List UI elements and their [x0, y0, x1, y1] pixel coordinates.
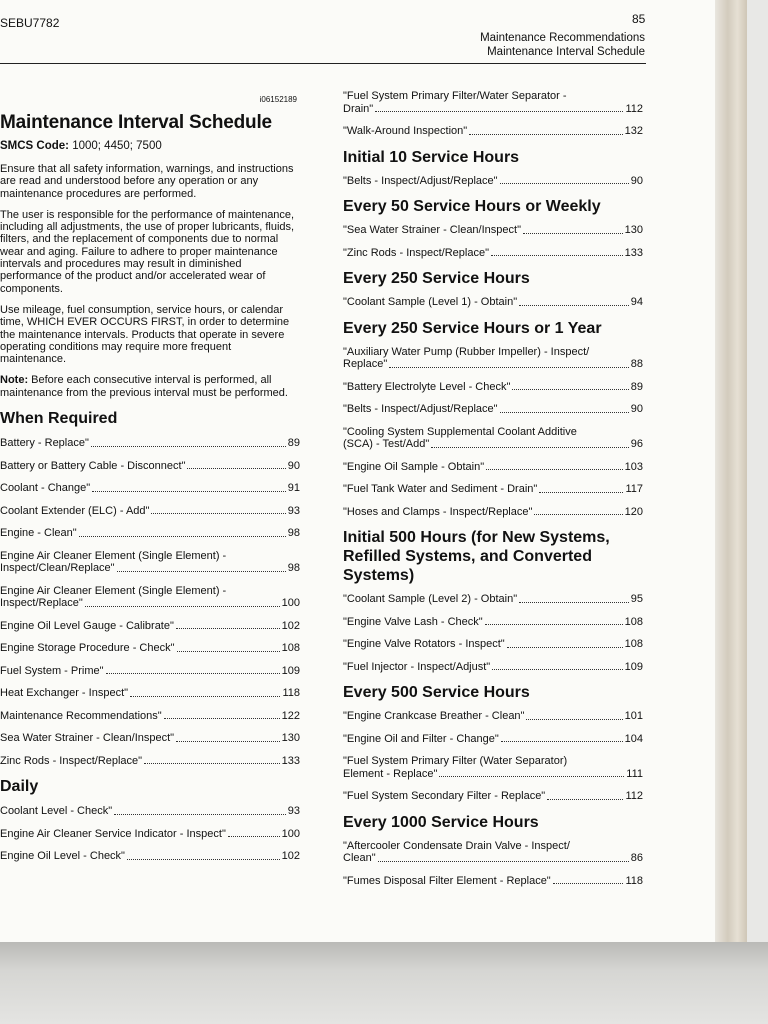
entry-line	[343, 296, 643, 309]
continued-entries	[343, 90, 643, 138]
entry-page-number: 118	[282, 687, 300, 700]
dot-leader	[523, 233, 623, 234]
dot-leader	[491, 255, 623, 256]
entry-text: "Sea Water Strainer - Clean/Inspect"	[343, 224, 521, 236]
entry-text: (SCA) - Test/Add"	[343, 438, 430, 450]
note-label: Note:	[0, 374, 29, 387]
entry-text: Maintenance Recommendations"	[0, 709, 162, 722]
dot-leader	[151, 513, 285, 514]
dot-leader	[507, 647, 623, 648]
entry-text: "Walk-Around Inspection"	[343, 125, 468, 137]
entry-text: "Battery Electrolyte Level - Check"	[343, 380, 511, 393]
entry-page-number: 89	[630, 380, 643, 393]
entry-line	[343, 593, 643, 606]
entry-page-number: 95	[630, 593, 643, 605]
entry-line	[343, 175, 643, 188]
entry-page-number: 108	[281, 642, 300, 655]
document-id: SEBU7782	[0, 16, 60, 30]
entry-page-number: 101	[624, 710, 643, 722]
entry-text: "Engine Valve Rotators - Inspect"	[343, 638, 505, 650]
dot-leader	[92, 491, 286, 492]
schedule-entry	[0, 828, 300, 841]
dot-leader	[486, 469, 623, 470]
running-header-section: Maintenance Interval Schedule	[487, 46, 645, 58]
entry-text: Engine - Clean"	[0, 527, 77, 540]
interval-heading: Initial 500 Hours (for New Systems, Refilled Systems, and Converted Systems)	[343, 529, 610, 584]
note-text: Before each consecutive interval is performed, all maintenance from the previous interval must be performed.	[0, 374, 288, 399]
entry-line	[343, 247, 643, 260]
schedule-entry	[343, 125, 643, 138]
entry-page-number: 86	[630, 852, 643, 864]
entry-text: Coolant - Change"	[0, 482, 91, 495]
entry-line	[343, 733, 643, 746]
entry-line	[343, 852, 643, 865]
entry-line	[0, 828, 300, 841]
entry-text: "Engine Crankcase Breather - Clean"	[343, 710, 525, 722]
schedule-entry	[0, 755, 300, 768]
entry-line	[343, 224, 643, 237]
dot-leader	[492, 669, 622, 670]
entry-text: Engine Oil Level Gauge - Calibrate"	[0, 619, 174, 632]
entry-text: Engine Storage Procedure - Check"	[0, 642, 175, 655]
schedule-entry	[0, 437, 300, 450]
entry-line	[0, 850, 300, 863]
entry-text-line1: "Fuel System Primary Filter (Water Separator)	[343, 755, 568, 767]
header-rule	[0, 63, 646, 64]
dot-leader	[519, 602, 629, 603]
dot-leader	[144, 763, 280, 764]
schedule-entry	[343, 875, 643, 888]
entry-text: Replace"	[343, 358, 388, 370]
left-column	[0, 95, 300, 873]
entry-line	[343, 461, 643, 474]
entry-line	[0, 620, 300, 633]
entry-line	[343, 875, 643, 888]
running-header-chapter: Maintenance Recommendations	[480, 32, 645, 44]
entry-text: Element - Replace"	[343, 767, 438, 780]
entry-page-number: 120	[624, 505, 643, 518]
schedule-entry	[343, 426, 643, 451]
dot-leader	[114, 814, 286, 815]
entry-page-number: 88	[630, 358, 643, 370]
entry-line	[343, 125, 643, 138]
schedule-entry	[343, 710, 643, 723]
schedule-entry	[0, 732, 300, 745]
entry-page-number: 133	[624, 246, 643, 259]
entry-line	[0, 665, 300, 678]
entry-page-number: 122	[281, 709, 300, 722]
entry-page-number: 133	[281, 754, 300, 767]
entry-page-number: 100	[281, 597, 300, 610]
schedule-entry	[343, 733, 643, 746]
dot-leader	[519, 305, 629, 306]
entry-page-number: 90	[630, 174, 643, 187]
schedule-entry	[0, 665, 300, 678]
entry-line	[0, 805, 300, 818]
entry-text: Inspect/Replace"	[0, 597, 83, 610]
entry-text: "Hoses and Clamps - Inspect/Replace"	[343, 505, 533, 518]
page-title: Maintenance Interval Schedule	[0, 112, 272, 133]
entry-page-number: 103	[624, 460, 643, 473]
entry-text: "Fuel System Secondary Filter - Replace"	[343, 790, 546, 802]
entry-page-number: 130	[281, 732, 300, 745]
schedule-entry	[0, 585, 300, 610]
schedule-entry	[343, 346, 643, 371]
dot-leader	[228, 836, 280, 837]
schedule-entry	[343, 224, 643, 237]
schedule-entry	[0, 482, 300, 495]
interval-heading: Every 250 Service Hours or 1 Year	[343, 319, 602, 337]
entry-line	[0, 527, 300, 540]
entry-text: Inspect/Clean/Replace"	[0, 562, 115, 575]
entry-line	[343, 616, 643, 629]
schedule-entry	[0, 527, 300, 540]
entry-line	[0, 732, 300, 745]
right-schedule-sections	[343, 148, 643, 888]
interval-heading: Every 50 Service Hours or Weekly	[343, 198, 601, 215]
dot-leader	[378, 861, 629, 862]
page-edge	[715, 0, 747, 945]
entry-text-line1: "Aftercooler Condensate Drain Valve - Inspect/	[343, 839, 570, 852]
dot-leader	[176, 741, 280, 742]
dot-leader	[539, 492, 623, 493]
dot-leader	[91, 446, 286, 447]
entry-text: Engine Oil Level - Check"	[0, 850, 125, 863]
dot-leader	[501, 741, 623, 742]
dot-leader	[553, 883, 624, 884]
dot-leader	[127, 859, 280, 860]
entry-line	[343, 381, 643, 394]
entry-text: "Zinc Rods - Inspect/Replace"	[343, 246, 489, 259]
dot-leader	[79, 536, 286, 537]
schedule-entry	[0, 805, 300, 818]
entry-line	[0, 505, 300, 518]
schedule-entry	[0, 642, 300, 655]
entry-text: Coolant Level - Check"	[0, 805, 113, 818]
dot-leader	[375, 111, 623, 112]
interval-heading: Every 1000 Service Hours	[343, 813, 539, 831]
entry-text-line1: "Cooling System Supplemental Coolant Additive	[343, 425, 577, 438]
schedule-entry	[343, 90, 643, 115]
dot-leader	[177, 651, 280, 652]
responsibility-paragraph: The user is responsible for the performance of maintenance, including all adjustments, the use of proper lubricants, fluids, filters, and the replacement of components due to normal wear and aging. Failure to adhere to proper maintenance intervals and procedures may result in diminished performance of the product and/or accelerated wear of components.	[0, 208, 295, 295]
entry-text: "Engine Valve Lash - Check"	[343, 615, 483, 628]
entry-text: Drain"	[343, 102, 374, 115]
interval-heading: Every 500 Service Hours	[343, 684, 530, 701]
entry-line	[0, 710, 300, 723]
dot-leader	[485, 624, 623, 625]
entry-line	[343, 403, 643, 416]
entry-page-number: 93	[287, 504, 300, 517]
schedule-entry	[343, 661, 643, 674]
reference-id: i06152189	[259, 95, 297, 104]
schedule-entry	[343, 403, 643, 416]
entry-text: Coolant Extender (ELC) - Add"	[0, 504, 150, 517]
entry-page-number: 102	[281, 619, 300, 632]
entry-page-number: 98	[287, 527, 300, 540]
entry-text-line1: "Auxiliary Water Pump (Rubber Impeller) - Inspect/	[343, 345, 590, 358]
entry-page-number: 90	[630, 403, 643, 415]
entry-line	[0, 437, 300, 450]
entry-line	[343, 638, 643, 651]
interval-heading: Initial 10 Service Hours	[343, 148, 520, 166]
schedule-entry	[343, 296, 643, 309]
entry-page-number: 100	[281, 827, 300, 840]
note-paragraph	[0, 374, 300, 399]
entry-line	[343, 661, 643, 674]
entry-text: Zinc Rods - Inspect/Replace"	[0, 754, 143, 767]
schedule-entry	[343, 175, 643, 188]
entry-page-number: 102	[281, 850, 300, 863]
entry-line	[0, 562, 300, 575]
dot-leader	[439, 776, 624, 777]
entry-page-number: 112	[625, 102, 643, 115]
entry-line	[0, 755, 300, 768]
entry-text-line1: Engine Air Cleaner Element (Single Element) -	[0, 549, 227, 562]
schedule-entry	[343, 381, 643, 394]
interval-heading: When Required	[0, 410, 118, 428]
dot-leader	[117, 571, 286, 572]
schedule-entry	[0, 460, 300, 473]
entry-page-number: 91	[287, 482, 300, 495]
dot-leader	[526, 719, 622, 720]
entry-page-number: 112	[625, 790, 643, 802]
entry-text: "Fuel Tank Water and Sediment - Drain"	[343, 483, 538, 495]
schedule-entry	[343, 840, 643, 865]
entry-page-number: 117	[625, 483, 643, 495]
entry-page-number: 96	[630, 438, 643, 450]
schedule-entry	[343, 506, 643, 519]
schedule-entry	[343, 616, 643, 629]
entry-line	[343, 483, 643, 496]
entry-text: Clean"	[343, 852, 376, 864]
entry-line	[343, 710, 643, 723]
interval-heading: Every 250 Service Hours	[343, 270, 530, 287]
schedule-entry	[0, 687, 300, 700]
interval-heading: Daily	[0, 778, 39, 796]
dot-leader	[431, 447, 629, 448]
entry-text: Battery - Replace"	[0, 437, 89, 450]
dot-leader	[500, 412, 629, 413]
entry-line	[0, 687, 300, 700]
dot-leader	[500, 183, 629, 184]
entry-line	[0, 642, 300, 655]
dot-leader	[547, 799, 623, 800]
entry-line	[343, 506, 643, 519]
dot-leader	[469, 134, 622, 135]
dot-leader	[85, 606, 280, 607]
entry-line	[0, 597, 300, 610]
entry-page-number: 93	[287, 805, 300, 818]
schedule-entry	[343, 755, 643, 780]
entry-text: "Engine Oil Sample - Obtain"	[343, 460, 485, 473]
schedule-entry	[343, 461, 643, 474]
schedule-entry	[343, 638, 643, 651]
entry-page-number: 118	[625, 874, 643, 887]
entry-line	[0, 460, 300, 473]
entry-page-number: 108	[624, 638, 643, 650]
entry-text-line1: Engine Air Cleaner Element (Single Element) -	[0, 584, 227, 597]
entry-line	[343, 768, 643, 781]
left-schedule-sections	[0, 409, 300, 863]
scan-background	[747, 0, 768, 942]
smcs-label: SMCS Code:	[0, 140, 69, 152]
entry-page-number: 104	[624, 732, 643, 745]
smcs-code	[0, 140, 300, 152]
entry-page-number: 108	[624, 615, 643, 628]
entry-text: "Coolant Sample (Level 2) - Obtain"	[343, 593, 518, 605]
entry-line	[343, 358, 643, 371]
dot-leader	[176, 628, 280, 629]
entry-text: Battery or Battery Cable - Disconnect"	[0, 459, 186, 472]
entry-text: "Engine Oil and Filter - Change"	[343, 732, 499, 745]
entry-line	[343, 790, 643, 803]
entry-page-number: 94	[630, 296, 643, 308]
schedule-entry	[0, 620, 300, 633]
schedule-entry	[0, 710, 300, 723]
page-number: 85	[632, 12, 646, 26]
smcs-value: 1000; 4450; 7500	[72, 140, 162, 152]
dot-leader	[130, 696, 280, 697]
entry-line	[343, 103, 643, 116]
entry-page-number: 109	[281, 664, 300, 677]
scan-shadow	[0, 942, 768, 1024]
schedule-entry	[0, 550, 300, 575]
dot-leader	[512, 389, 628, 390]
entry-page-number: 98	[287, 562, 300, 575]
entry-page-number: 130	[624, 224, 643, 236]
interval-paragraph: Use mileage, fuel consumption, service hours, or calendar time, WHICH EVER OCCURS FIRST, in order to determine the maintenance intervals. Products that operate in severe operating conditions may require more frequent maintenance.	[0, 303, 290, 366]
entry-text: "Fumes Disposal Filter Element - Replace"	[343, 874, 551, 887]
entry-page-number: 90	[287, 459, 300, 472]
entry-text-line1: "Fuel System Primary Filter/Water Separator -	[343, 90, 567, 102]
entry-page-number: 111	[626, 767, 643, 780]
entry-text: Sea Water Strainer - Clean/Inspect"	[0, 732, 175, 745]
entry-text: "Fuel Injector - Inspect/Adjust"	[343, 660, 491, 673]
schedule-entry	[343, 247, 643, 260]
schedule-entry	[343, 790, 643, 803]
entry-text: Engine Air Cleaner Service Indicator - Inspect"	[0, 827, 226, 840]
dot-leader	[187, 468, 285, 469]
dot-leader	[106, 673, 280, 674]
dot-leader	[389, 367, 628, 368]
right-column	[343, 90, 643, 897]
schedule-entry	[343, 483, 643, 496]
entry-page-number: 109	[624, 660, 643, 673]
entry-text: Heat Exchanger - Inspect"	[0, 687, 129, 700]
schedule-entry	[0, 850, 300, 863]
entry-text: "Belts - Inspect/Adjust/Replace"	[343, 403, 498, 415]
schedule-entry	[343, 593, 643, 606]
dot-leader	[534, 514, 622, 515]
entry-text: "Coolant Sample (Level 1) - Obtain"	[343, 296, 518, 308]
entry-line	[0, 482, 300, 495]
entry-text: Fuel System - Prime"	[0, 664, 104, 677]
dot-leader	[164, 718, 280, 719]
entry-page-number: 132	[624, 125, 643, 137]
intro-paragraph: Ensure that all safety information, warnings, and instructions are read and understood before any operation or any maintenance procedures are performed.	[0, 163, 294, 200]
schedule-entry	[0, 505, 300, 518]
entry-text: "Belts - Inspect/Adjust/Replace"	[343, 174, 498, 187]
entry-line	[343, 438, 643, 451]
entry-page-number: 89	[287, 437, 300, 450]
